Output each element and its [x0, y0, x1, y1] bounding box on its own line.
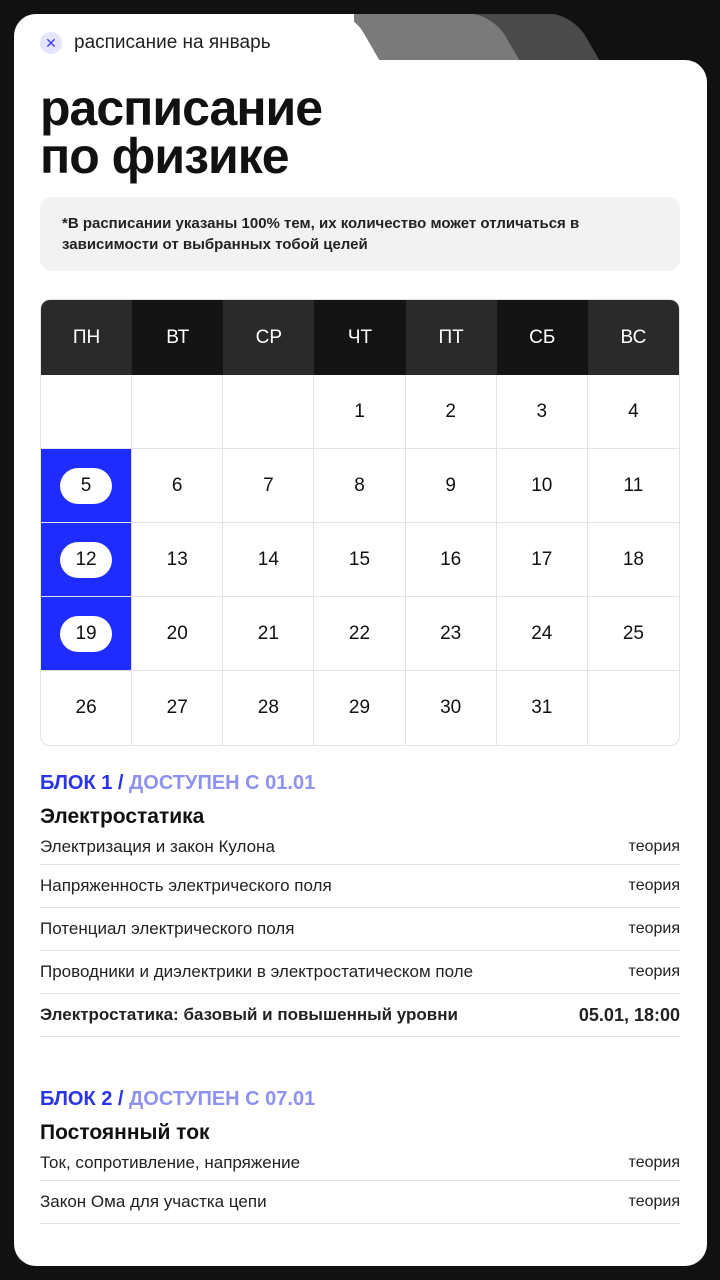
weekday-header: ПТ: [406, 300, 497, 375]
calendar-day[interactable]: 14: [223, 523, 314, 597]
page-title-line1: расписание: [40, 80, 323, 136]
calendar-day[interactable]: 27: [132, 671, 223, 745]
lesson-tag: 05.01, 18:00: [578, 1004, 680, 1025]
block-label: [40, 1088, 680, 1111]
calendar-day[interactable]: 26: [41, 671, 132, 745]
calendar-day[interactable]: 15: [314, 523, 405, 597]
calendar-day[interactable]: 3: [497, 375, 588, 449]
lesson-row[interactable]: [40, 865, 680, 908]
block-2: [40, 1088, 680, 1224]
calendar-empty-cell: [41, 375, 132, 449]
block-available-date: ДОСТУПЕН С 07.01: [129, 1088, 316, 1110]
calendar-day[interactable]: [41, 523, 132, 597]
calendar-day[interactable]: [41, 597, 132, 671]
calendar-day[interactable]: 13: [132, 523, 223, 597]
calendar-day[interactable]: [41, 449, 132, 523]
lesson-title: Закон Ома для участка цепи: [40, 1192, 267, 1211]
calendar: [40, 299, 680, 746]
calendar-day[interactable]: 17: [497, 523, 588, 597]
block-number: БЛОК 1 /: [40, 772, 130, 794]
lesson-title: Проводники и диэлектрики в электростатическом поле: [40, 962, 474, 981]
lesson-title: Ток, сопротивление, напряжение: [40, 1152, 301, 1172]
lesson-row[interactable]: [40, 1181, 680, 1224]
calendar-day[interactable]: 21: [223, 597, 314, 671]
calendar-day-label: 5: [60, 468, 112, 504]
lesson-title: Напряженность электрического поля: [40, 876, 332, 895]
lesson-row[interactable]: [40, 1145, 680, 1181]
calendar-day[interactable]: 16: [406, 523, 497, 597]
calendar-day[interactable]: 30: [406, 671, 497, 745]
card-header: [40, 32, 271, 54]
block-available-date: ДОСТУПЕН С 01.01: [129, 772, 316, 794]
calendar-day[interactable]: 7: [223, 449, 314, 523]
page-title-line2: по физике: [40, 128, 289, 184]
lesson-tag: теория: [628, 920, 680, 937]
calendar-day[interactable]: 4: [588, 375, 679, 449]
calendar-day-label: 19: [60, 616, 112, 652]
calendar-day[interactable]: 1: [314, 375, 405, 449]
calendar-day[interactable]: 18: [588, 523, 679, 597]
header-title: расписание на январь: [74, 32, 271, 53]
block-1: [40, 772, 680, 1037]
schedule-note: *В расписании указаны 100% тем, их количество может отличаться в зависимости от выбранных тобой целей: [40, 197, 680, 271]
weekday-header: СР: [223, 300, 314, 375]
lesson-row[interactable]: [40, 951, 680, 994]
calendar-day[interactable]: 10: [497, 449, 588, 523]
weekday-header: ЧТ: [314, 300, 405, 375]
weekday-header: СБ: [497, 300, 588, 375]
lesson-row[interactable]: [40, 994, 680, 1037]
page-title: [40, 80, 323, 184]
calendar-day[interactable]: 11: [588, 449, 679, 523]
lesson-tag: теория: [628, 1153, 680, 1171]
calendar-day[interactable]: 6: [132, 449, 223, 523]
calendar-empty-cell: [132, 375, 223, 449]
block-number: БЛОК 2 /: [40, 1088, 130, 1110]
calendar-days: [41, 375, 679, 745]
calendar-weekdays: [41, 300, 679, 375]
lesson-title: Электризация и закон Кулона: [40, 836, 275, 856]
lesson-title: Потенциал электрического поля: [40, 919, 295, 938]
block-name: Электростатика: [40, 805, 205, 828]
block-label: [40, 772, 680, 795]
lesson-tag: теория: [628, 837, 680, 855]
close-icon[interactable]: ✕: [40, 32, 62, 54]
calendar-day[interactable]: 31: [497, 671, 588, 745]
lesson-row[interactable]: [40, 908, 680, 951]
calendar-day[interactable]: 20: [132, 597, 223, 671]
calendar-empty-cell: [588, 671, 679, 745]
calendar-day[interactable]: 28: [223, 671, 314, 745]
lesson-title: Электростатика: базовый и повышенный уровни: [40, 1005, 458, 1024]
lesson-tag: теория: [628, 877, 680, 894]
calendar-day[interactable]: 9: [406, 449, 497, 523]
weekday-header: ПН: [41, 300, 132, 375]
lesson-tag: теория: [628, 963, 680, 980]
block-name: Постоянный ток: [40, 1121, 210, 1144]
calendar-empty-cell: [223, 375, 314, 449]
calendar-day[interactable]: 22: [314, 597, 405, 671]
weekday-header: ВС: [588, 300, 679, 375]
weekday-header: ВТ: [132, 300, 223, 375]
calendar-day-label: 12: [60, 542, 112, 578]
calendar-day[interactable]: 24: [497, 597, 588, 671]
calendar-day[interactable]: 29: [314, 671, 405, 745]
lesson-tag: теория: [628, 1193, 680, 1210]
calendar-day[interactable]: 2: [406, 375, 497, 449]
lesson-row[interactable]: [40, 829, 680, 865]
calendar-day[interactable]: 23: [406, 597, 497, 671]
calendar-day[interactable]: 8: [314, 449, 405, 523]
calendar-day[interactable]: 25: [588, 597, 679, 671]
